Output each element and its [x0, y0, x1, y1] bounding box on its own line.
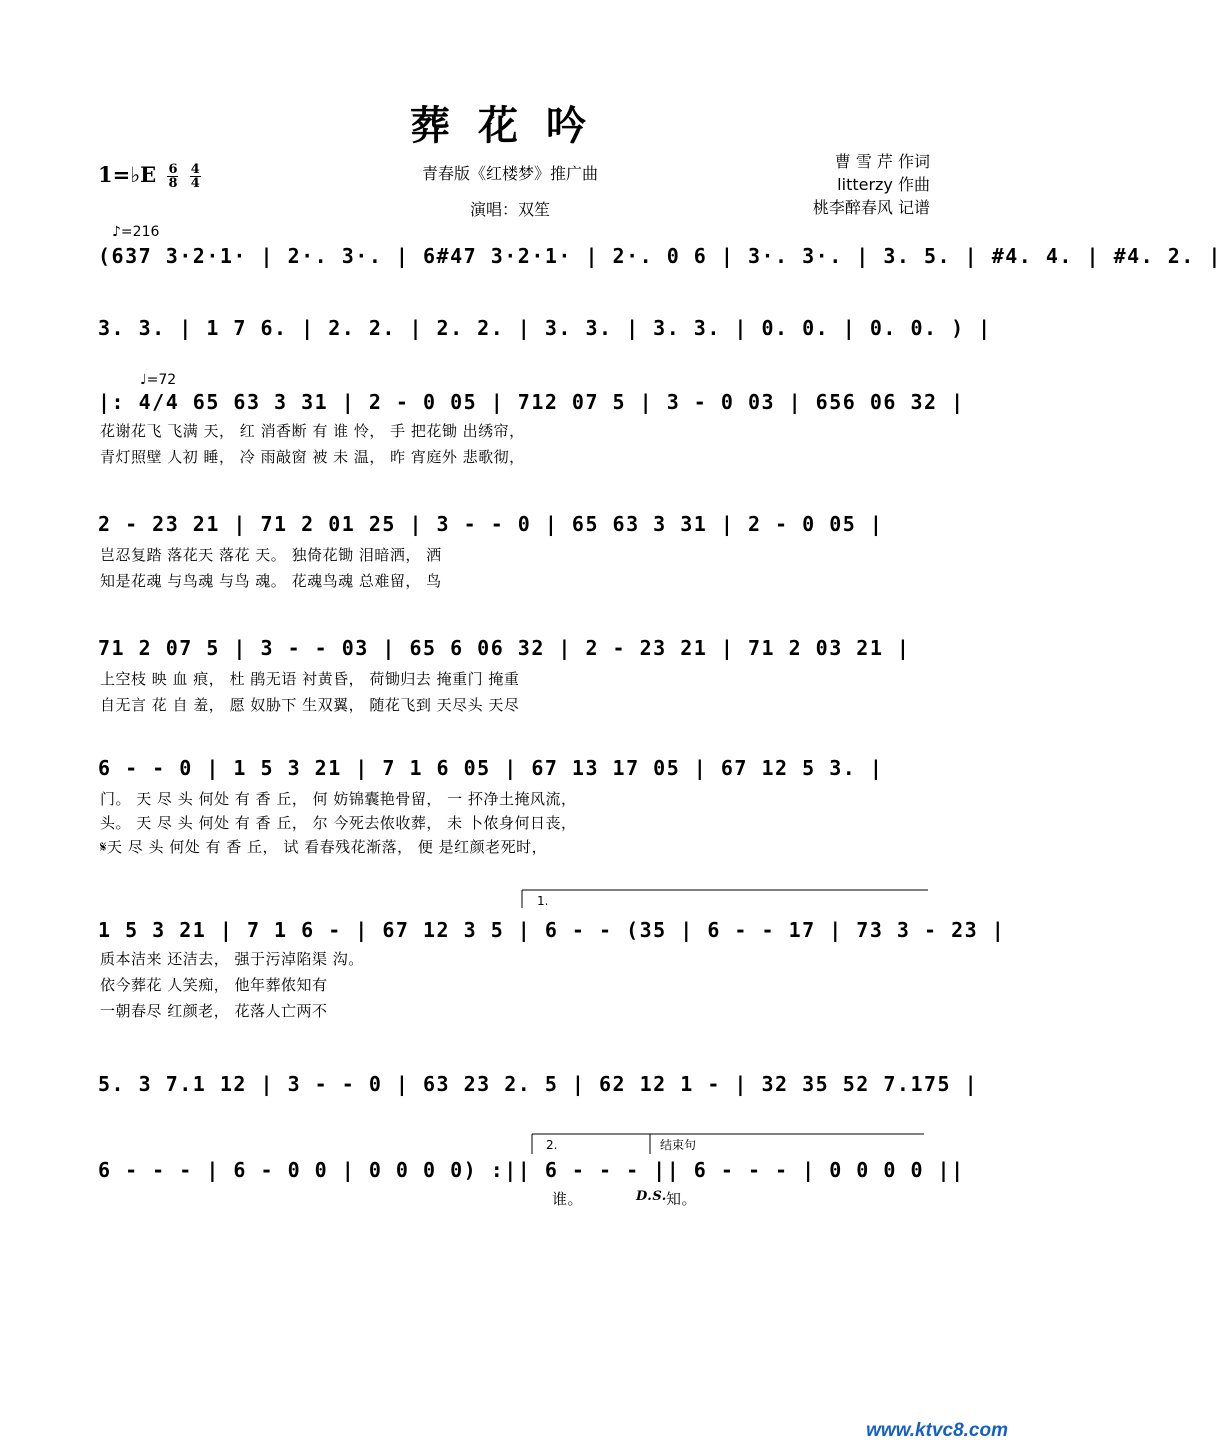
notation-row-3: |: 4/4 65 63 3 31 | 2 - 0 05 | 712 07 5 | 3 - 0 03 | 656 06 32 | [98, 390, 965, 414]
tempo-verse: ♩=72 [140, 372, 177, 388]
key-label: 1=♭E [98, 162, 157, 187]
lyric-row-5-verse-2: 自无言 花 自 羞， 愿 奴胁下 生双翼， 随花飞到 天尽头 天尽 [100, 696, 520, 714]
lyric-row-6-verse-1: 门。 天 尽 头 何处 有 香 丘， 何 妨锦囊艳骨留， 一 抔净土掩风流， [100, 790, 577, 808]
song-title: 葬花吟 [410, 102, 614, 149]
credits [760, 150, 930, 219]
lyric-row-7-verse-1: 质本洁来 还洁去， 强于污淖陷渠 沟。 [100, 950, 364, 968]
notation-row-9: 6 - - - | 6 - 0 0 | 0 0 0 0) :|| 6 - - - || 6 - - - | 0 0 0 0 || [98, 1158, 965, 1182]
lyric-row-9-second-ending: 谁。 [552, 1190, 584, 1208]
dal-segno-marker: D.S. [636, 1189, 667, 1204]
volta-1-label: 1. [537, 894, 549, 908]
volta-2-label: 2. [546, 1138, 558, 1152]
notation-row-4: 2 - 23 21 | 71 2 01 25 | 3 - - 0 | 65 63 3 31 | 2 - 0 05 | [98, 512, 884, 536]
subtitle: 青春版《红楼梦》推广曲 [421, 164, 598, 183]
notation-row-5: 71 2 07 5 | 3 - - 03 | 65 6 06 32 | 2 - 23 21 | 71 2 03 21 | [98, 636, 911, 660]
lyric-row-6-verse-2: 头。 天 尽 头 何处 有 香 丘， 尔 今死去侬收葬， 未 卜侬身何日丧， [100, 814, 577, 832]
watermark: www.ktvc8.com [866, 1420, 1008, 1441]
staff-row-8 [98, 1068, 979, 1120]
time-signature-6-8: $\frac{6}{8}$ [168, 162, 178, 191]
lyric-row-6-verse-3: 𝄋天 尽 头 何处 有 香 丘， 试 看春残花渐落， 便 是红颜老死时， [100, 838, 548, 856]
lyric-row-7-verse-3: 一朝春尽 红颜老， 花落人亡两不 [100, 1002, 328, 1020]
lyric-row-7-verse-2: 依今葬花 人笑痴， 他年葬侬知有 [100, 976, 328, 994]
lyric-row-4-verse-1: 岂忍复踏 落花天 落花 天。 独倚花锄 泪暗洒， 洒 [100, 546, 442, 564]
key-signature [98, 162, 201, 190]
notation-row-7: 1 5 3 21 | 7 1 6 - | 67 12 3 5 | 6 - - (35 | 6 - - 17 | 73 3 - 23 | [98, 918, 1006, 942]
notation-row-1: (637 3·2·1· | 2·. 3·. | 6#47 3·2·1· | 2·. 0 6 | 3·. 3·. | 3. 5. | #4. 4. | #4. 2. | [98, 244, 1222, 268]
lyric-row-3-verse-2: 青灯照壁 人初 睡， 冷 雨敲窗 被 未 温， 昨 宵庭外 悲歌彻， [100, 448, 525, 466]
song-info [330, 156, 690, 228]
notation-row-8: 5. 3 7.1 12 | 3 - - 0 | 63 23 2. 5 | 62 12 1 - | 32 35 52 7.175 | [98, 1072, 979, 1096]
volta-1-bracket [520, 888, 930, 910]
lyric-row-5-verse-1: 上空枝 映 血 痕， 杜 鹃无语 衬黄昏， 荷锄归去 掩重门 掩重 [100, 670, 520, 688]
lyric-row-3-verse-1: 花谢花飞 飞满 天， 红 消香断 有 谁 怜， 手 把花锄 出绣帘， [100, 422, 525, 440]
staff-row-2 [98, 312, 992, 364]
notation-row-2: 3. 3. | 1 7 6. | 2. 2. | 2. 2. | 3. 3. | 3. 3. | 0. 0. | 0. 0. ) | [98, 316, 992, 340]
time-signature-4-4: $\frac{4}{4}$ [190, 162, 200, 191]
composer: litterzy 作曲 [837, 175, 930, 194]
lyricist: 曹 雪 芹 作词 [834, 152, 930, 171]
volta-2-bracket [530, 1130, 926, 1156]
singer: 演唱：双笙 [469, 200, 550, 219]
staff-row-9 [98, 1154, 965, 1206]
staff-row-1 [98, 240, 1222, 292]
lyric-row-4-verse-2: 知是花魂 与鸟魂 与鸟 魂。 花魂鸟魂 总难留， 鸟 [100, 572, 442, 590]
tempo-intro: ♪=216 [112, 224, 160, 240]
transcriber: 桃李醉春风 记谱 [812, 198, 930, 217]
lyric-row-9-ending: 知。 [666, 1190, 698, 1208]
notation-row-6: 6 - - 0 | 1 5 3 21 | 7 1 6 05 | 67 13 17 05 | 67 12 5 3. | [98, 756, 884, 780]
ending-label: 结束句 [660, 1138, 697, 1152]
